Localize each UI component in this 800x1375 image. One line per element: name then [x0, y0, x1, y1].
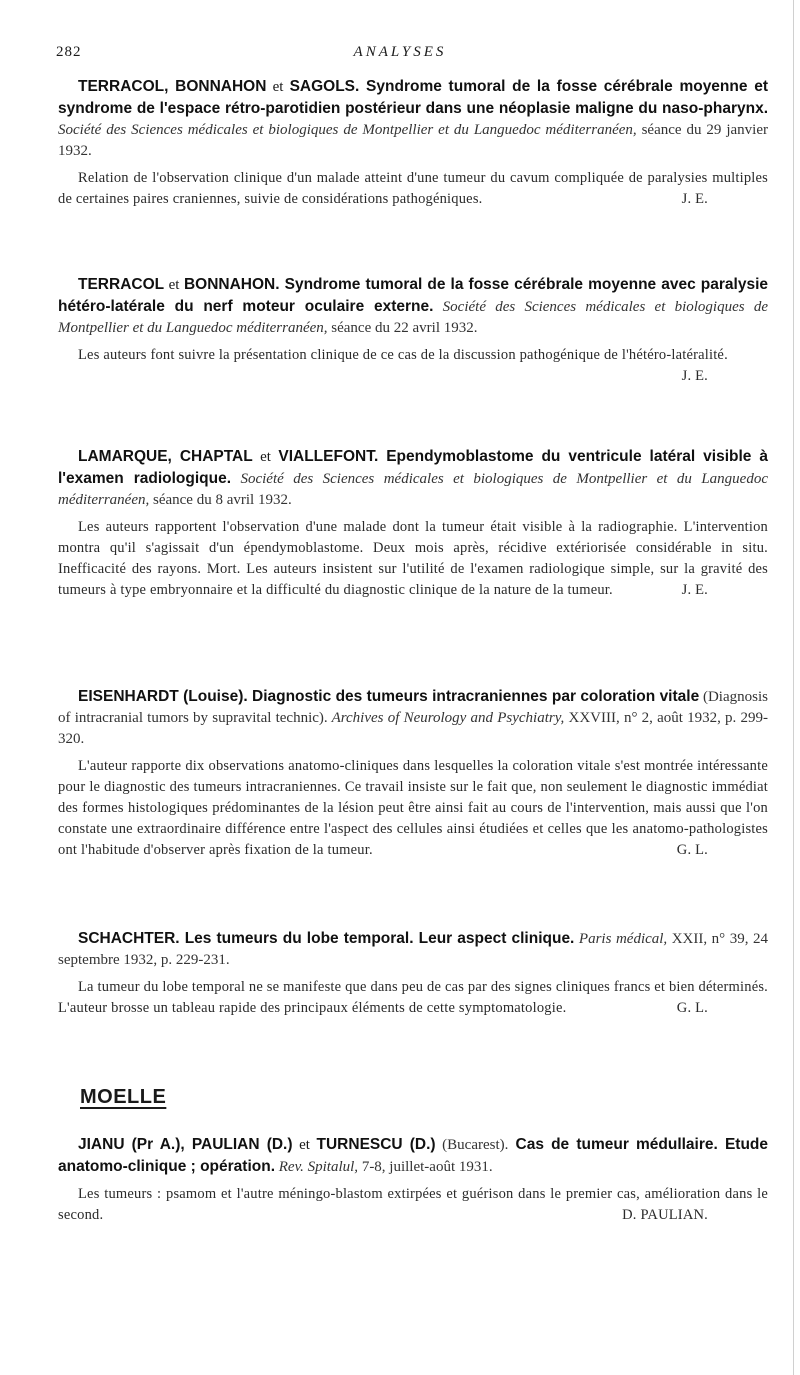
entry-source: Rev. Spitalul,	[275, 1159, 359, 1175]
entry-original-title: (Diagnosis of intracranial tumors by supravital technic).	[58, 689, 768, 726]
entry-session: séance du 8 avril 1932.	[149, 492, 292, 508]
abstract-entry	[58, 928, 768, 1019]
entry-signature: J. E.	[681, 368, 708, 384]
entry-source: Société des Sciences médicales et biologiques de Montpellier et du Languedoc méditerranéen,	[58, 122, 637, 138]
entry-title: Syndrome tumoral de la fosse cérébrale moyenne avec paralysie hétéro-latérale du nerf moteur oculaire externe.	[58, 276, 768, 315]
entry-authors: JIANU (Pr A.), PAULIAN (D.)	[78, 1136, 293, 1153]
entry-title: Cas de tumeur médullaire. Etude anatomo-clinique ; opération.	[58, 1136, 769, 1175]
abstract-entry	[58, 1134, 768, 1226]
entry-signature: G. L.	[676, 1000, 708, 1016]
entry-abstract-text: La tumeur du lobe temporal ne se manifeste que dans peu de cas par des signes cliniques francs et bien déterminés. L'auteur brosse un tableau rapide des principaux éléments de cette symptomatologie.	[58, 979, 768, 1016]
entry-authors-last: BONNAHON.	[183, 276, 280, 293]
entry-authors: LAMARQUE, CHAPTAL	[78, 448, 253, 465]
entry-citation	[58, 274, 768, 339]
entry-citation	[58, 1134, 768, 1178]
entry-conjunction: et	[252, 449, 279, 465]
entry-citation	[58, 76, 768, 162]
entry-citation	[58, 686, 768, 750]
entry-authors-last: TURNESCU (D.)	[316, 1136, 436, 1153]
entry-title: Diagnostic des tumeurs intracraniennes par coloration vitale	[247, 688, 700, 705]
entry-authors-last: SAGOLS.	[289, 78, 360, 95]
entry-abstract	[58, 1184, 768, 1226]
page-number: 282	[56, 44, 82, 60]
entry-abstract-text: Relation de l'observation clinique d'un malade atteint d'une tumeur du cavum compliquée de paralysies multiples de certaines paires craniennes, suivie de considérations pathogéniques.	[58, 170, 768, 207]
entry-citation	[58, 928, 768, 971]
entry-title: Les tumeurs du lobe temporal. Leur aspect clinique.	[179, 930, 575, 947]
entry-place: (Bucarest).	[435, 1137, 509, 1153]
entry-authors-last: VIALLEFONT.	[278, 448, 379, 465]
running-title: ANALYSES	[353, 44, 447, 60]
entry-signature: J. E.	[681, 191, 708, 207]
abstract-entry	[58, 446, 768, 601]
entry-authors: TERRACOL, BONNAHON	[78, 78, 267, 95]
entry-abstract	[58, 756, 768, 861]
entry-signature: D. PAULIAN.	[622, 1207, 708, 1223]
entry-signature: G. L.	[676, 842, 708, 858]
entry-title: Ependymoblastome du ventricule latéral visible à l'examen radiologique.	[58, 448, 768, 487]
entry-title: Syndrome tumoral de la fosse cérébrale moyenne et syndrome de l'espace rétro-parotidien postérieur dans une néoplasie maligne du naso-pharynx.	[58, 78, 768, 117]
entry-abstract-text: Les auteurs font suivre la présentation clinique de ce cas de la discussion pathogénique de l'hétéro-latéralité.	[78, 347, 728, 363]
entry-session: séance du 29 janvier 1932.	[58, 122, 768, 159]
entry-authors: TERRACOL	[78, 276, 165, 293]
entry-conjunction: et	[292, 1137, 317, 1153]
abstract-entry	[58, 274, 768, 387]
entry-authors: SCHACHTER.	[78, 930, 180, 947]
entry-abstract-text: Les tumeurs : psamom et l'autre méningo-blastom extirpées et guérison dans le premier cas, amélioration dans le second.	[58, 1186, 768, 1223]
entry-issue: XXVIII, n° 2, août 1932, p. 299-320.	[58, 710, 768, 747]
entry-source: Société des Sciences médicales et biologiques de Montpellier et du Languedoc méditerranéen,	[58, 471, 768, 508]
entry-conjunction: et	[266, 79, 290, 95]
page-edge-line	[793, 0, 794, 1375]
entry-source: Société des Sciences médicales et biologiques de Montpellier et du Languedoc méditerranéen,	[58, 299, 768, 336]
entry-issue: 7-8, juillet-août 1931.	[358, 1159, 493, 1175]
entry-abstract	[58, 517, 768, 601]
abstract-entry	[58, 686, 768, 861]
entry-signature: J. E.	[681, 582, 708, 598]
entry-abstract-text: L'auteur rapporte dix observations anatomo-cliniques dans lesquelles la coloration vitale s'est montrée intéressante pour le diagnostic des tumeurs intracraniennes. Ce travail insiste sur le fait que, non seulement le diagnostic immédiat des formes histologiques prédominantes de la lésion peut être ainsi fait au cours de l'intervention, mais aussi que l'on constate une extraordinaire différence entre l'aspect des cellules ainsi étudiées et celles que les anatomo-pathologistes ont l'habitude d'observer après fixation de la tumeur.	[58, 758, 768, 858]
entry-source: Paris médical,	[574, 931, 668, 947]
entry-conjunction: et	[164, 277, 184, 293]
entry-abstract	[58, 345, 768, 384]
entry-abstract	[58, 977, 768, 1019]
entry-abstract	[58, 168, 768, 210]
entry-source: Archives of Neurology and Psychiatry,	[327, 710, 565, 726]
entry-citation	[58, 446, 768, 511]
entry-issue: XXII, n° 39, 24 septembre 1932, p. 229-231.	[58, 931, 768, 968]
entry-abstract-text: Les auteurs rapportent l'observation d'une malade dont la tumeur était visible à la radiographie. L'intervention montra qu'il s'agissait d'un épendymoblastome. Deux mois après, récidive extériorisée considérable in situ. Inefficacité des rayons. Mort. Les auteurs insistent sur l'utilité de l'examen radiologique simple, sur la gravité des tumeurs à type embryonnaire et la difficulté du diagnostic clinique de la nature de la tumeur.	[58, 519, 768, 598]
entry-authors: EISENHARDT (Louise).	[78, 688, 248, 705]
entry-session: séance du 22 avril 1932.	[327, 320, 478, 336]
abstract-entry	[58, 76, 768, 210]
section-heading: MOELLE	[80, 1086, 167, 1108]
